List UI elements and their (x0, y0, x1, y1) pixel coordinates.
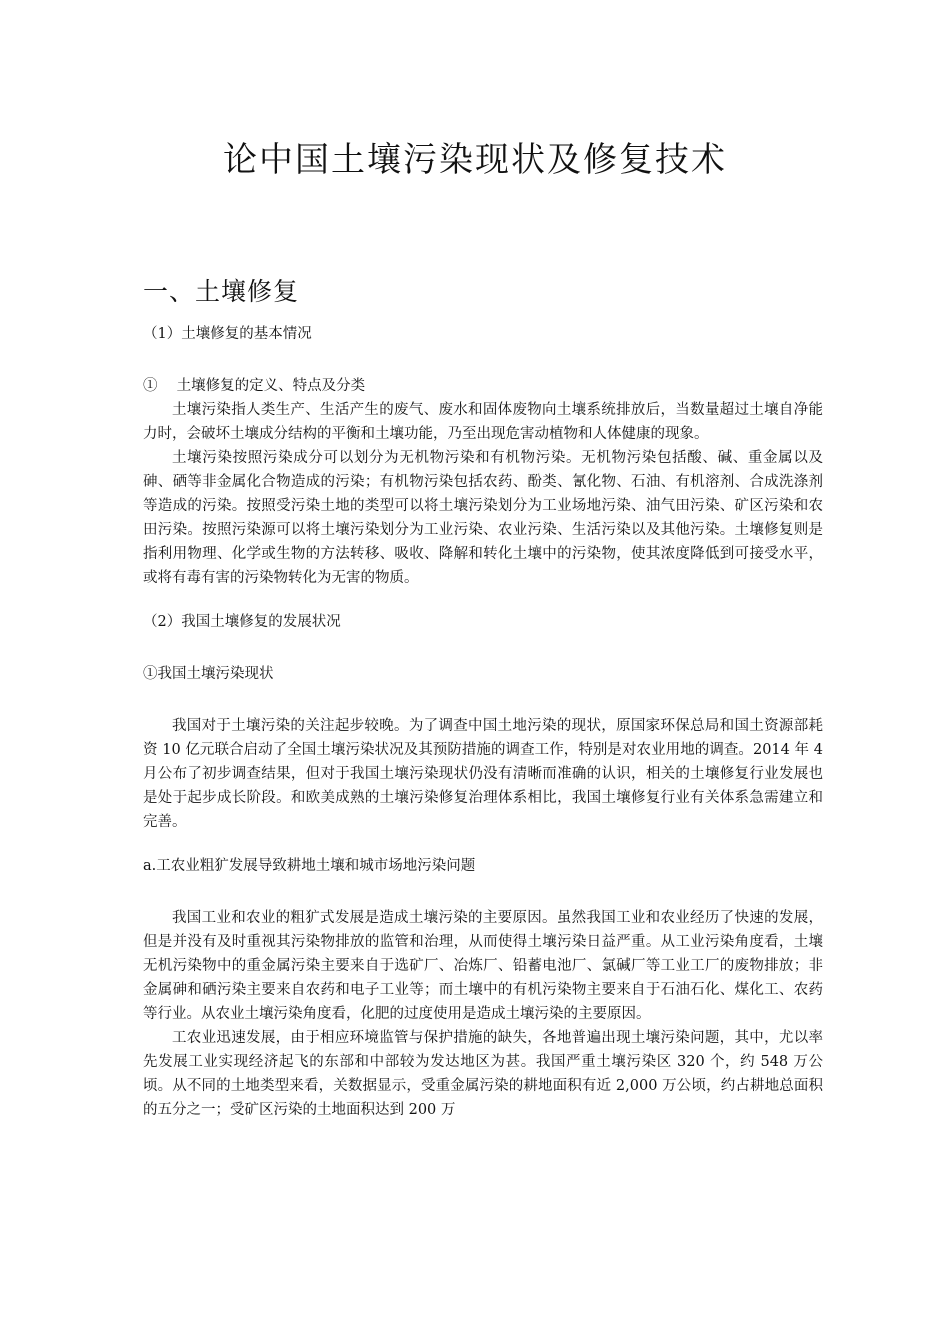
section-heading: 一、土壤修复 (143, 277, 300, 306)
item-heading-status: ①我国土壤污染现状 (143, 666, 274, 682)
subsection-heading-basic: （1）土壤修复的基本情况 (143, 326, 312, 342)
paragraph: 我国工业和农业的粗犷式发展是造成土壤污染的主要原因。虽然我国工业和农业经历了快速的发展，但是并没有及时重视其污染物排放的监管和治理，从而使得土壤污染日益严重。从工业污染角度看，土壤无机污染物中的重金属污染主要来自于选矿厂、冶炼厂、铅蓄电池厂、氯碱厂等工业工厂的废物排放；非金属砷和硒污染主要来自农药和电子工业等；而土壤中的有机污染物主要来自于石油石化、煤化工、农药等行业。从农业土壤污染角度看，化肥的过度使用是造成土壤污染的主要原因。 (143, 910, 823, 1022)
paragraph: 土壤污染按照污染成分可以划分为无机物污染和有机物污染。无机物污染包括酸、碱、重金属以及砷、硒等非金属化合物造成的污染；有机物污染包括农药、酚类、氰化物、石油、有机溶剂、合成洗涤剂等造成的污染。按照受污染土地的类型可以将土壤污染划分为工业场地污染、油气田污染、矿区污染和农田污染。按照污染源可以将土壤污染划分为工业污染、农业污染、生活污染以及其他污染。土壤修复则是指利用物理、化学或生物的方法转移、吸收、降解和转化土壤中的污染物，使其浓度降低到可接受水平，或将有毒有害的污染物转化为无害的物质。 (143, 450, 823, 586)
document-body (143, 272, 823, 1122)
paragraph: 工农业迅速发展，由于相应环境监管与保护措施的缺失，各地普遍出现土壤污染问题，其中，尤以率先发展工业实现经济起飞的东部和中部较为发达地区为甚。我国严重土壤污染区 320 个，约 548 万公顷。从不同的土地类型来看，关数据显示，受重金属污染的耕地面积有近 2,000 万公顷，约占耕地总面积的五分之一；受矿区污染的土地面积达到 200 万 (143, 1030, 823, 1118)
item-heading-industrial: a.工农业粗犷发展导致耕地土壤和城市场地污染问题 (143, 858, 476, 874)
paragraph: 土壤污染指人类生产、生活产生的废气、废水和固体废物向土壤系统排放后，当数量超过土壤自净能力时，会破坏土壤成分结构的平衡和土壤功能，乃至出现危害动植物和人体健康的现象。 (143, 402, 823, 442)
item-heading-definition: ① 土壤修复的定义、特点及分类 (143, 378, 366, 394)
subsection-heading-development: （2）我国土壤修复的发展状况 (143, 614, 341, 630)
paragraph: 我国对于土壤污染的关注起步较晚。为了调查中国土地污染的现状，原国家环保总局和国土资源部耗资 10 亿元联合启动了全国土壤污染状况及其预防措施的调查工作，特别是对农业用地的调查。2014 年 4 月公布了初步调查结果，但对于我国土壤污染现状仍没有清晰而准确的认识，相关的土壤修复行业发展也是处于起步成长阶段。和欧美成熟的土壤污染修复治理体系相比，我国土壤修复行业有关体系急需建立和完善。 (143, 718, 823, 830)
document-title: 论中国土壤污染现状及修复技术 (223, 140, 727, 180)
